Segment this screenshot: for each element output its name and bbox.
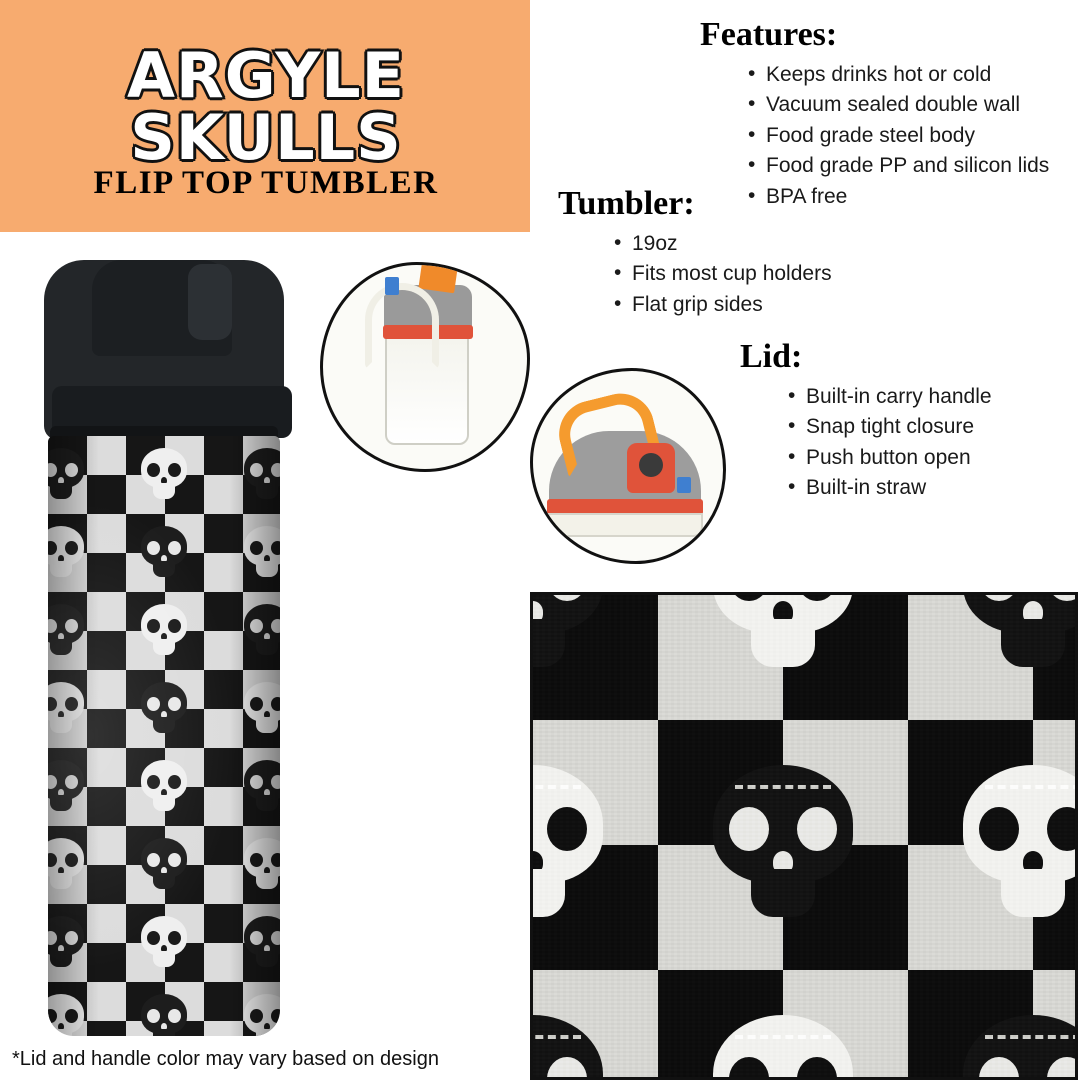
carry-handle-graphic bbox=[365, 283, 439, 369]
skull-motif bbox=[244, 526, 280, 580]
skull-motif bbox=[141, 526, 187, 580]
button-tab bbox=[385, 277, 399, 295]
skull-motif bbox=[244, 760, 280, 814]
skull-pattern-grid bbox=[48, 436, 280, 1036]
skull-motif bbox=[141, 760, 187, 814]
list-item: • Push button open bbox=[788, 443, 992, 473]
lid-base bbox=[547, 513, 703, 537]
mini-lid-graphic bbox=[549, 431, 701, 523]
skull-motif bbox=[48, 760, 84, 814]
knit-texture-overlay bbox=[533, 595, 1075, 1077]
list-item: • Vacuum sealed double wall bbox=[748, 90, 1049, 120]
skull-motif bbox=[48, 916, 84, 970]
skull-motif bbox=[48, 838, 84, 892]
list-item: • Built-in carry handle bbox=[788, 382, 992, 412]
skull-motif bbox=[244, 994, 280, 1036]
skull-motif bbox=[244, 448, 280, 502]
lid-dome bbox=[92, 260, 232, 356]
tumbler-heading: Tumbler: bbox=[558, 185, 695, 222]
push-button-graphic bbox=[677, 477, 691, 493]
lid-heading: Lid: bbox=[740, 338, 803, 375]
lid-list bbox=[788, 382, 992, 504]
page-title: ARGYLE SKULLS bbox=[126, 39, 405, 174]
skull-motif bbox=[48, 994, 84, 1036]
main-product-image bbox=[36, 250, 294, 1040]
skull-motif bbox=[48, 526, 84, 580]
list-item: • Fits most cup holders bbox=[614, 259, 832, 289]
features-heading: Features: bbox=[700, 16, 838, 53]
list-item: • Built-in straw bbox=[788, 473, 992, 503]
list-item: • Keeps drinks hot or cold bbox=[748, 60, 1049, 90]
skull-motif bbox=[141, 604, 187, 658]
skull-motif bbox=[244, 916, 280, 970]
list-item: • BPA free bbox=[748, 182, 1049, 212]
lid-button bbox=[188, 264, 232, 340]
list-item: • Food grade PP and silicon lids bbox=[748, 151, 1049, 181]
page-subtitle: FLIP TOP TUMBLER bbox=[93, 165, 439, 201]
title-banner bbox=[0, 0, 530, 232]
lid-section bbox=[740, 338, 992, 504]
skull-motif bbox=[141, 838, 187, 892]
skull-motif bbox=[48, 448, 84, 502]
skull-motif bbox=[141, 994, 187, 1036]
skull-motif bbox=[48, 604, 84, 658]
list-item: • Snap tight closure bbox=[788, 412, 992, 442]
skull-motif bbox=[141, 448, 187, 502]
list-item: • Food grade steel body bbox=[748, 121, 1049, 151]
skull-motif bbox=[141, 682, 187, 736]
disclaimer-text: *Lid and handle color may vary based on design bbox=[12, 1048, 439, 1070]
tumbler-list bbox=[614, 229, 832, 320]
skull-motif bbox=[244, 838, 280, 892]
skull-motif bbox=[244, 604, 280, 658]
tumbler-body-pattern bbox=[48, 436, 280, 1036]
straw-spout-graphic bbox=[627, 443, 675, 493]
tumbler-section bbox=[558, 185, 832, 320]
mini-bottle-spout bbox=[418, 265, 459, 293]
list-item: • Flat grip sides bbox=[614, 290, 832, 320]
inset-image-lid-closeup bbox=[530, 368, 726, 564]
skull-motif bbox=[244, 682, 280, 736]
skull-motif bbox=[48, 682, 84, 736]
inset-image-tumbler-handle bbox=[320, 262, 530, 472]
list-item: • 19oz bbox=[614, 229, 832, 259]
tumbler-lid-graphic bbox=[44, 260, 284, 440]
pattern-swatch bbox=[530, 592, 1078, 1080]
features-section bbox=[700, 16, 1049, 212]
skull-motif bbox=[141, 916, 187, 970]
